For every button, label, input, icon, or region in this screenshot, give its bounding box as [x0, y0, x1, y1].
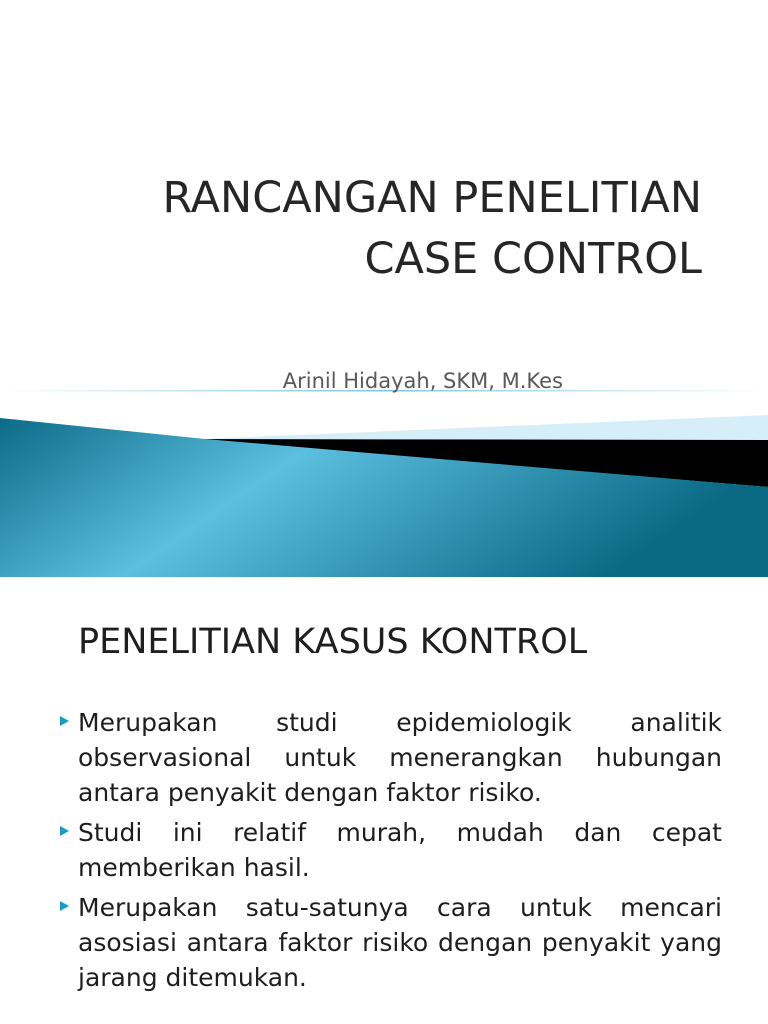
list-item — [44, 705, 722, 810]
list-item — [44, 815, 722, 885]
bullet-list — [44, 705, 722, 1000]
pale-wedge — [205, 415, 768, 440]
slide-heading: PENELITIAN KASUS KONTROL — [78, 622, 588, 662]
slide-title — [12, 168, 702, 290]
triangle-right-icon — [60, 826, 69, 836]
slide-author: Arinil Hidayah, SKM, M.Kes — [282, 369, 563, 393]
title-line-2: CASE CONTROL — [364, 234, 702, 284]
bullet-text: Studi ini relatif murah, mudah dan cepat memberikan hasil. — [78, 818, 722, 882]
triangle-right-icon — [60, 901, 69, 911]
list-item — [44, 890, 722, 995]
bullet-text: Merupakan satu-satunya cara untuk mencari asosiasi antara faktor risiko dengan penyakit yang jarang ditemukan. — [78, 893, 722, 992]
bullet-text: Merupakan studi epidemiologik analitik observasional untuk menerangkan hubungan antara penyakit dengan faktor risiko. — [78, 708, 722, 807]
triangle-right-icon — [60, 716, 69, 726]
content-slide[interactable] — [0, 577, 768, 1024]
title-line-1: RANCANGAN PENELITIAN — [162, 173, 702, 223]
